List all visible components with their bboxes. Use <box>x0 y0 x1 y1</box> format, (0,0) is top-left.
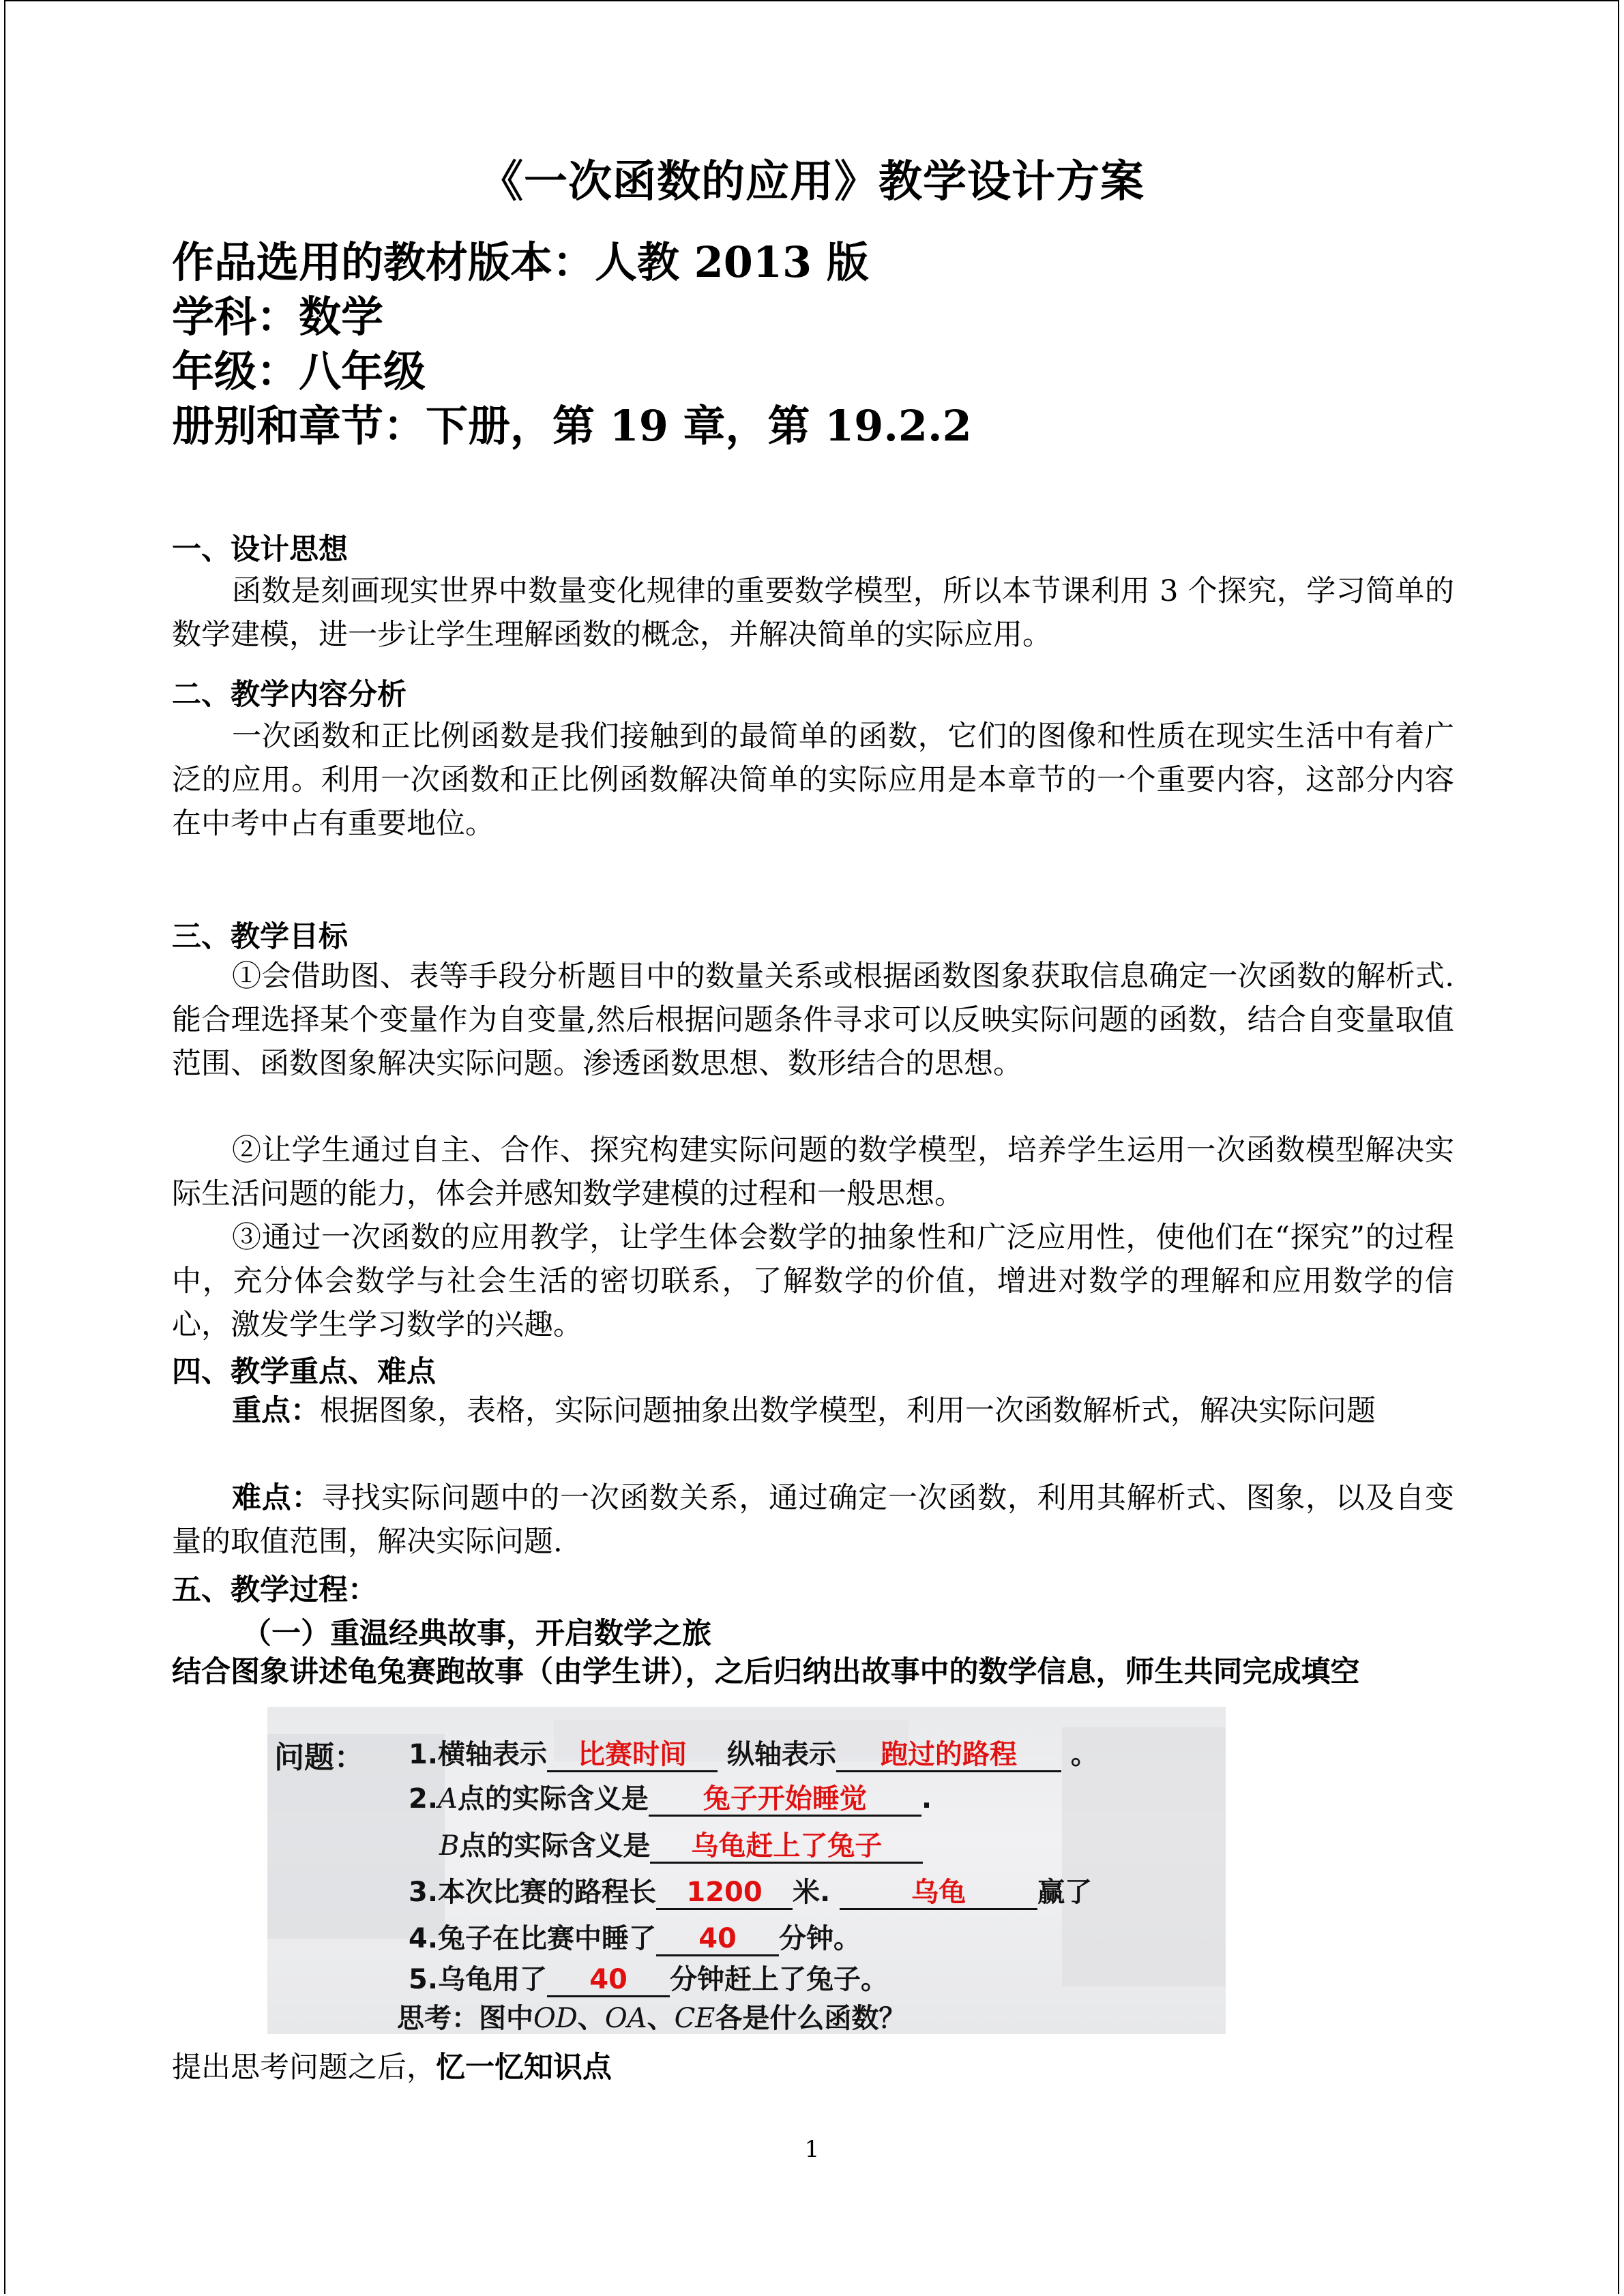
process-lead: 结合图象讲述龟兔赛跑故事（由学生讲），之后归纳出故事中的数学信息，师生共同完成填空 <box>172 1655 1360 1689</box>
meta-edition: 作品选用的教材版本：人教 2013 版 <box>172 237 869 287</box>
race-question-figure <box>267 1707 1226 2034</box>
answer-race-length: 1200 <box>656 1877 793 1910</box>
document-title: 《一次函数的应用》教学设计方案 <box>479 156 1145 207</box>
question-line-5: 4.兔子在比赛中睡了 40 分钟。 <box>409 1917 861 1956</box>
key-text: 根据图象，表格，实际问题抽象出数学模型，利用一次函数解析式，解决实际问题 <box>320 1394 1376 1428</box>
section-heading-process: 五、教学过程： <box>172 1573 377 1607</box>
after-figure-text: 提出思考问题之后，忆一忆知识点 <box>172 2051 612 2085</box>
key-point <box>172 1389 1454 1433</box>
section-design-text: 函数是刻画现实世界中数量变化规律的重要数学模型，所以本节课利用 3 个探究，学习简单的数学建模，进一步让学生理解函数的概念，并解决简单的实际应用。 <box>172 574 1454 652</box>
answer-winner: 乌龟 <box>840 1877 1037 1910</box>
section-heading-keypoints: 四、教学重点、难点 <box>172 1355 436 1389</box>
answer-turtle-catchup: 40 <box>547 1964 670 1997</box>
goal-1: ①会借助图、表等手段分析题目中的数量关系或根据函数图象获取信息确定一次函数的解析式. 能合理选择某个变量作为自变量,然后根据问题条件寻求可以反映实际问题的函数，结合自变量取值范围、函数图象解决实际问题。渗透函数思想、数形结合的思想。 <box>172 959 1493 1081</box>
difficult-point <box>172 1476 1454 1564</box>
meta-grade: 年级：八年级 <box>172 346 426 396</box>
difficult-text: 寻找实际问题中的一次函数关系，通过确定一次函数，利用其解析式、图象，以及自变量的取值范围，解决实际问题. <box>172 1481 1455 1559</box>
think-question: 思考：图中OD、OA、CE各是什么函数？ <box>397 2003 906 2034</box>
question-line-2: 2.A点的实际含义是 兔子开始睡觉 . <box>409 1777 932 1817</box>
question-line-1: 1.横轴表示 比赛时间 纵轴表示 跑过的路程 。 <box>409 1733 1098 1772</box>
difficult-label: 难点： <box>232 1481 322 1515</box>
page-number: 1 <box>804 2136 820 2163</box>
section-heading-content: 二、教学内容分析 <box>172 678 407 712</box>
question-line-3: B点的实际含义是 乌龟赶上了兔子 <box>439 1824 923 1864</box>
section-heading-design: 一、设计思想 <box>172 533 348 567</box>
subsection-heading-1: （一）重温经典故事，开启数学之旅 <box>242 1617 711 1651</box>
meta-chapter: 册别和章节：下册，第 19 章，第 19.2.2 <box>172 401 972 451</box>
section-content-text: 一次函数和正比例函数是我们接触到的最简单的函数，它们的图像和性质在现实生活中有着广泛的应用。利用一次函数和正比例函数解决简单的实际应用是本章节的一个重要内容，这部分内容在中考中占有重要地位。 <box>172 719 1454 841</box>
goal-2: ②让学生通过自主、合作、探究构建实际问题的数学模型，培养学生运用一次函数模型解决实际生活问题的能力，体会并感知数学建模的过程和一般思想。 <box>172 1133 1454 1211</box>
question-label: 问题： <box>274 1740 364 1775</box>
answer-point-b: 乌龟赶上了兔子 <box>650 1830 923 1864</box>
answer-horizontal-axis: 比赛时间 <box>547 1739 718 1772</box>
meta-subject: 学科：数学 <box>172 292 384 342</box>
question-line-4: 3.本次比赛的路程长 1200 米. 乌龟 赢了 <box>409 1870 1092 1910</box>
answer-vertical-axis: 跑过的路程 <box>836 1739 1061 1772</box>
goal-3: ③通过一次函数的应用教学，让学生体会数学的抽象性和广泛应用性，使他们在“探究”的过程中，充分体会数学与社会生活的密切联系，了解数学的价值，增进对数学的理解和应用数学的信心，激发学生学习数学的兴趣。 <box>172 1221 1454 1342</box>
answer-rabbit-sleep: 40 <box>656 1923 779 1956</box>
key-label: 重点： <box>232 1394 320 1428</box>
answer-point-a: 兔子开始睡觉 <box>649 1783 921 1817</box>
question-line-6: 5.乌龟用了 40 分钟赶上了兔子。 <box>409 1958 888 1997</box>
section-heading-goals: 三、教学目标 <box>172 920 348 954</box>
